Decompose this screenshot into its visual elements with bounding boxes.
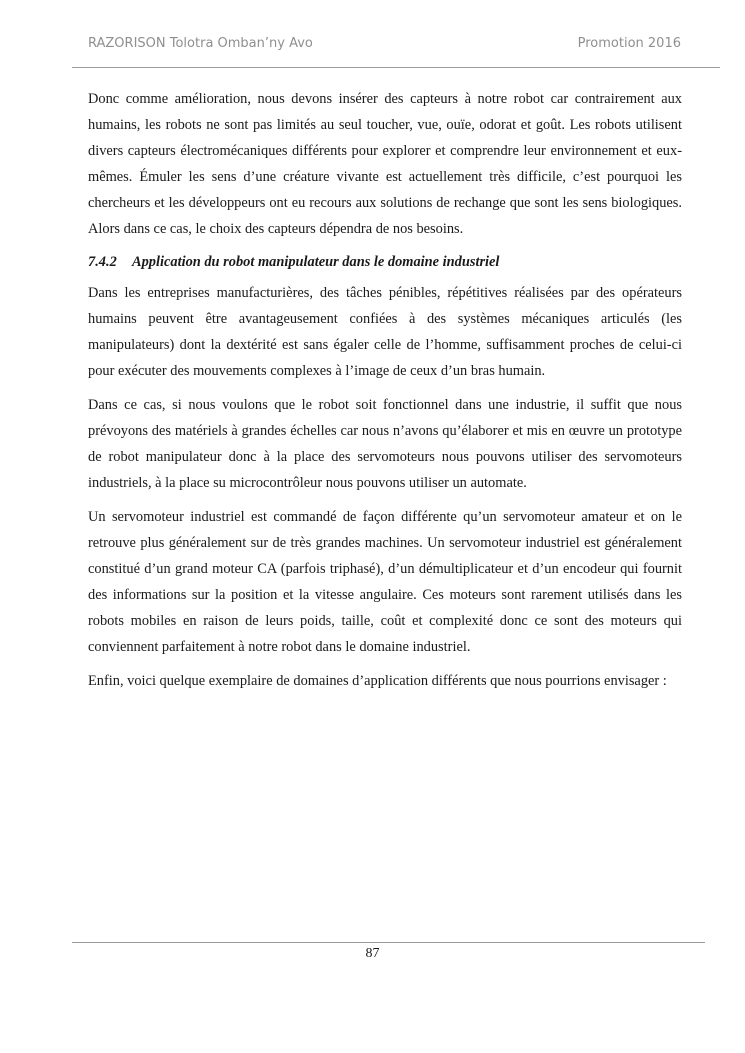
paragraph-industrial-servomotor: Un servomoteur industriel est commandé de façon différente qu’un servomoteur amateur et on le retrouve plus généralement sur de très grandes machines. Un servomoteur industriel est généralement constitué d’un grand moteur CA (parfois triphasé), d’un démultiplicateur et d’un encodeur qui fournit des informations sur la position et la vitesse angulaire. Ces moteurs sont rarement utilisés dans les robots mobiles en raison de leurs poids, taille, coût et complexité donc ce sont des moteurs qui conviennent parfaitement à notre robot dans le domaine industriel.: [88, 509, 682, 655]
paragraph-application-examples: Enfin, voici quelque exemplaire de domaines d’application différents que nous pourrions envisager :: [88, 673, 667, 689]
header-promotion: Promotion 2016: [577, 36, 681, 51]
footer-divider: [72, 942, 705, 943]
paragraph-manufacturing: Dans les entreprises manufacturières, des tâches pénibles, répétitives réalisées par des opérateurs humains peuvent être avantageusement confiées à des systèmes mécaniques articulés (les manipulateurs) dont la dextérité est sans égaler celle de l’homme, suffisamment proches de celui-ci pour exécuter des mouvements complexes à l’image de ceux d’un bras humain.: [88, 285, 682, 379]
header-divider: [72, 67, 720, 68]
page-header: [88, 36, 681, 56]
section-number: 7.4.2: [88, 254, 117, 270]
paragraph-sensors: Donc comme amélioration, nous devons insérer des capteurs à notre robot car contrairement aux humains, les robots ne sont pas limités au seul toucher, vue, ouïe, odorat et goût. Les robots utilisent divers capteurs électromécaniques différents pour explorer et comprendre leur environnement et eux-mêmes. Émuler les sens d’une créature vivante est actuellement très difficile, c’est pourquoi les chercheurs et les développeurs ont eu recours aux solutions de rechange que sont les sens biologiques. Alors dans ce cas, le choix des capteurs dépendra de nos besoins.: [88, 91, 682, 237]
page-number: 87: [365, 946, 380, 961]
page-body: [88, 86, 682, 702]
section-heading: [88, 250, 682, 274]
header-author: RAZORISON Tolotra Omban’ny Avo: [88, 36, 313, 51]
section-title: Application du robot manipulateur dans le domaine industriel: [132, 254, 500, 270]
paragraph-industrial-use: Dans ce cas, si nous voulons que le robot soit fonctionnel dans une industrie, il suffit que nous prévoyons des matériels à grandes échelles car nous n’avons qu’élaborer et mis en œuvre un prototype de robot manipulateur donc à la place des servomoteurs nous pouvons utiliser des servomoteurs industriels, à la place su microcontrôleur nous pouvons utiliser un automate.: [88, 397, 682, 491]
